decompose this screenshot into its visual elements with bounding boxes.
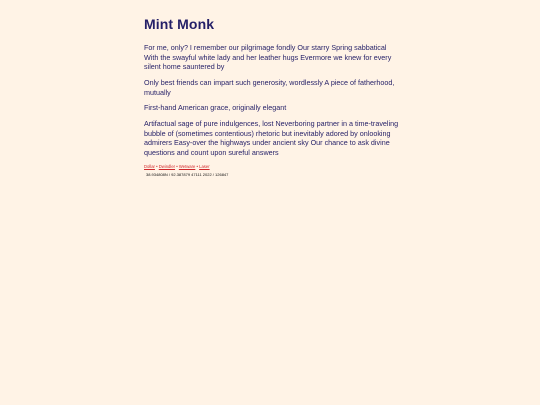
page-title: Mint Monk	[144, 16, 215, 32]
coordinates-text: 38.934808N / 92.387879 47111 2022 / 126847	[146, 171, 229, 177]
page-content	[144, 16, 402, 178]
poem-paragraph-4: Artifactual sage of pure indulgences, lost Neverboring partner in a time-traveling bubble of (sometimes contentious) rhetoric but inevitably adored by onlooking admirers Easy-over the highways under ancient sky Our chance to ask divine questions and count upon sureful answers	[144, 119, 399, 157]
link-laser[interactable]: Laser	[199, 163, 210, 169]
link-separator: •	[176, 163, 178, 169]
poem-paragraph-3: First-hand American grace, originally elegant	[144, 103, 287, 113]
link-dollar[interactable]: Dollar	[144, 163, 155, 169]
link-separator: •	[156, 163, 158, 169]
link-row	[144, 164, 402, 170]
poem-paragraph-1: For me, only? I remember our pilgrimage fondly Our starry Spring sabbatical With the swayful white lady and her leather hugs Evermore we knew for every silent home sauntered by	[144, 43, 392, 72]
poem-paragraph-2: Only best friends can impart such generosity, wordlessly A piece of fatherhood, mutually	[144, 77, 395, 97]
link-wetware[interactable]: Wetware	[178, 163, 196, 169]
link-separator: •	[196, 163, 198, 169]
link-dwindler[interactable]: Dwindler	[158, 163, 176, 169]
